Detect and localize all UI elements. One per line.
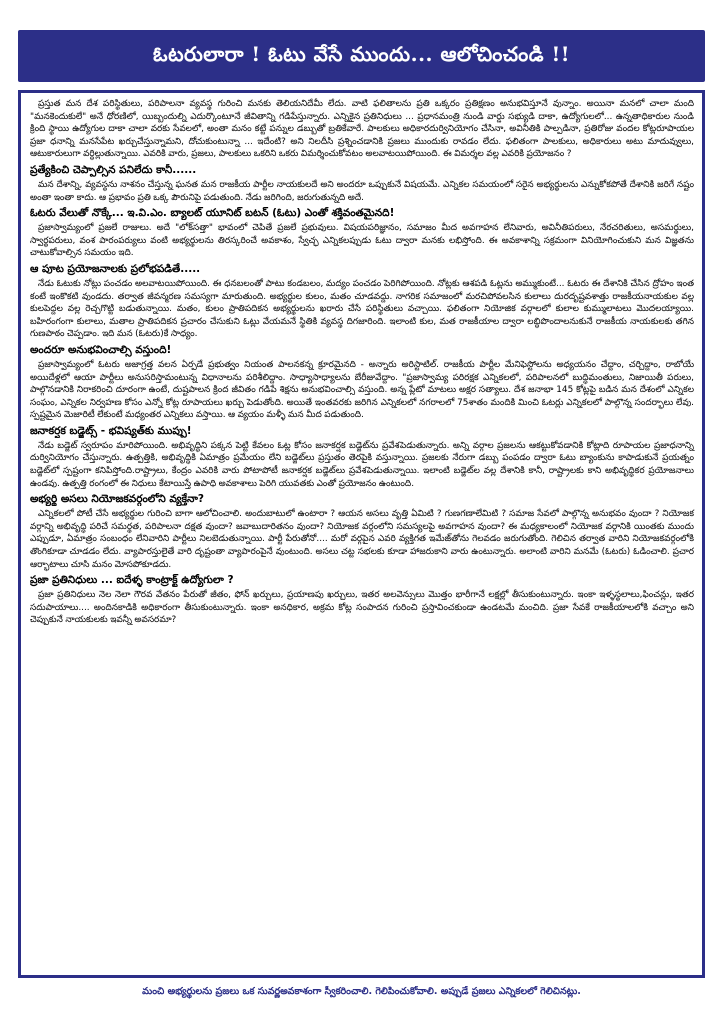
section-heading: ప్రజా ప్రతినిధులు ... ఐదేళ్ళ కాంట్రాక్ట్ ఉద్యోగులా ? [30,574,234,587]
section-heading: ఆ పూట ప్రయోజనాలకు ప్రలోభపడితే..... [30,262,201,275]
content-frame [18,90,705,978]
section-heading: అందరూ అనుభవించాల్సి వస్తుంది! [30,343,172,356]
section-paragraph: నేడు బడ్జెట్ స్వరూపం మారిపోయింది. అభివృద్ధిని పక్కన పెట్టి కేవలం ఓట్ల కోసం జనాకర్షక బడ్జెట్‌ను ప్రవేశపెడుతున్నారు. అన్ని వర్గాల ప్రజలను ఆకట్టుకోవడానికి కోట్లాది రూపాయల ప్రజాధనాన్ని దుర్వినియోగం చేస్తున్నారు. ఉత్పత్తికి, అభివృద్ధికి ఏమాత్రం ప్రమేయం లేని బడ్జెట్‌లు ప్రస్తుతం తెరపైకి వస్తున్నాయి. ప్రజలకు నేరుగా డబ్బు పంపడం ద్వారా ఓటు బ్యాంకును కాపాడుకునే ప్రయత్నం బడ్జెట్‌లో స్పష్టంగా కనిపిస్తోంది.రాష్ట్రాలు, కేంద్రం ఎవరికి వారు పోటాపోటీ జనాకర్షక బడ్జెట్‌లు ప్రవేశపెడుతున్నాయి. ఇలాంటి బడ్జెట్‌ల వల్ల దేశానికి కానీ, రాష్ట్రాలకు కాని అభివృద్ధికర ప్రయోజనాలు ఉండవు. ఉత్పత్తి రంగంలో ఈ నిధులు కేటాయిస్తే ఉపాధి అవకాశాలు పెరిగి యువతకు ఎంతో ప్రయోజనం ఉంటుంది. [30,440,694,489]
section-heading: ఓటరు వేలుతో నొక్కే... ఇ.వి.ఎం. బ్యాలట్ యూనిట్ బటన్ (ఓటు) ఎంతో శక్తివంతమైనది! [30,207,395,220]
section-paragraph: ఎన్నికలలో పోటీ చేసే అభ్యర్థుల గురించి బాగా ఆలోచించాలి. అందుబాటులో ఉంటారా ? ఆయన అసలు వృత్తి ఏమిటి ? గుణగణాలేమిటి ? సమాజ సేవలో పాల్గొన్న అనుభవం వుందా ? నియోజక వర్గాన్ని అభివృద్ధి పరిచే సమర్థత, పరిపాలనా దక్షత వుందా? జవాబుదారితనం వుందా? నియోజక వర్గంలోని సమస్యలపై అవగాహన వుందా? ఈ మధ్యకాలంలో నియోజక వర్గానికి యింతకు ముందు ఎప్పుడూ, ఏమాత్రం సంబంధం లేనివారిని పార్టీలు నిలబెడుతున్నాయి. పార్టీ పేరుతోనో.... మరో వర్గపైన ఎవరి వ్యక్తిగత ఇమేజ్‌తోను గెలవడం జరుగుతోంది. గెలిచిన తర్వాత వారిని నియోజకవర్గంలోకి తొంగికూడా చూడడం లేదు. వ్యాపారస్తులైతే వారి దృష్టంతా వ్యాపారంపైనే వుంటుంది. అసలు చట్ట సభలకు కూడా హాజరుకాని వారు ఉంటున్నారు. అలాంటి వారిని మనమే (ఓటరు) ఓడించాలి. ప్రచార ఆర్భాటాలు చూసి మనం మోసపోకూడదు. [30,509,694,570]
intro-paragraph: ప్రస్తుత మన దేశ పరిస్థితులు, పరిపాలనా వ్యవస్థ గురించి మనకు తెలియనిదేమీ లేదు. వాటి ఫలితాలను ప్రతి ఒక్కరం ప్రతిక్షణం అనుభవిస్తూనే వున్నాం. అయినా మనలో చాలా మంది "మనకెందుకులే" అనే ధోరణిలో, యిబ్బందుల్ని ఎదుర్కొంటూనే జీవితాన్ని గడిపేస్తున్నారు. ఎన్నికైన ప్రతినిధులు ... ప్రధానమంత్రి నుండి వార్డు సభ్యుడి దాకా, ఉద్యోగులలో... ఉన్నతాధికారుల నుండి క్రింది స్థాయి ఉద్యోగుల దాకా చాలా వరకు సేవలలో, అంతా మనం కట్టే పన్నుల డబ్బుతో బ్రతికేవారే. పాలకులు అధికారదుర్వినియోగం చేసినా, అవినీతికి పాల్పడినా, ప్రతిరోజు వందల కోట్లరూపాయల ప్రజా ధనాన్ని మనసేపేట ఖర్చుచేస్తున్నామని, దోచుకుంటున్నా ... ఇదేంటి? అని నిలదీసి ప్రశ్నించడానికి ప్రజలు ముందుకు రావడం లేదు. ఫలితంగా పాలకులు, అధికారులు అటు మాదువ్వులు, ఆటుకారులుగా వర్ధిల్లుతున్నాయి. ఎవరికి వారు, ప్రజలు, పాలకులు ఒకరిని ఒకరు విమర్శించుకోవటం అలవాటయిపోయింది. ఈ విమర్శల వల్ల ఎవరికి ప్రయోజనం ? [30,99,694,160]
section-heading: జనాకర్షక బడ్జెట్స్ - భవిష్యత్‌కు ముప్పు! [30,424,192,437]
footer-note: మంచి అభ్యర్థులను ప్రజలు ఒక సువర్ణఅవకాశంగా స్వీకరించాలి. గెలిపించుకోవాలి. అప్పుడే ప్రజలు ఎన్నికలలో గెలిచినట్లు. [142,986,581,997]
section-paragraph: ప్రజా ప్రతినిధులు నెల నెలా గౌరవ వేతనం పేరుతో జీతం, ఫోన్ ఖర్చులు, ప్రయాణపు ఖర్చులు, ఇతర అలవెన్సులు మొత్తం భారీగానే లక్షల్లో తీసుకుంటున్నారు. ఇంకా ఇళ్ళస్థలాలు,ఫించన్లు, ఇతర సదుపాయాలు.... అందినకాడికి అధికారంగా తీసుకుంటున్నారు. ఇంకా అనధికార, అక్రమ కోట్ల సంపాదన గురించి ప్రస్తావించకుండా ఉండటమే మంచిది. ప్రజా సేవకే రాజకీయాలలోకి వచ్చాం అని చెప్పుకునే నాయకులకు ఇవన్నీ అవసరమా? [30,590,694,626]
section-paragraph: ప్రజాస్వామ్యంలో ప్రజలే రాజులు. అదే "లోక్‌సత్తా" భావంలో చెపితే ప్రజలే ప్రభువులు. విషయపరిజ్ఞానం, సమాజం మీద అవగాహన లేనివారు, అవినీతిపరులు, నేరచరితులు, అసమర్థులు, స్వార్థపరులు, వంశ పారంపర్యులు వంటి అభ్యర్థులను తిరస్కరించే అవకాశం, స్వేచ్ఛ ఎన్నికలప్పుడు ఓటు ద్వారా మనకు లభిస్తోంది. ఈ అవకాశాన్ని సక్రమంగా వినియోగించుకుని మన విజ్ఞతను చాటుకోవాల్సిన సమయం ఇది. [30,223,694,259]
section-paragraph: ప్రజాస్వామ్యంలో ఓటరు అజాగ్రత్త వలన ఏర్పడే ప్రభుత్వం నియంత పాలనకన్న క్రూరమైనది - అన్నారు అరిస్టాటిల్. రాజకీయ పార్టీల మేనిఫెస్టోలను అధ్యయనం చేద్దాం, చర్చిద్దాం, రాబోయే అయిదేళ్లలో ఆయా పార్టీలు అనుసరిస్తామంటున్న విధానాలను పరిశీలిద్దాం. సాధ్యాసాధ్యాలను బేరీజువేద్దాం. "ప్రజాస్వామ్య పరిరక్షక ఎన్నికలలో, పరిపాలనలో బుద్ధిమంతులు, నిజాయితీ పరులు, పాల్గొనడానికి నిరాకరించి దూరంగా ఉంటే, దుష్టపాలన క్రింద జీవితం గడిపే శిక్షను అనుభవించాల్సి వస్తుంది. అన్న ప్లేటో మాటలు అక్షర సత్యాలు. దేశ జనాభా 145 కోట్లపై బడిన మన దేశంలో ఎన్నికల సంఘం, ఎన్నికల నిర్వహణ కోసం ఎన్నో కోట్ల రూపాయలు ఖర్చు పెడుతోంది. అయితే ఇంతవరకు జరిగిన ఎన్నికలలో నగరాలలో 75శాతం మందికి మించి ఓటర్లు ఎన్నికలలో పాల్గొన్న సందర్భాలు లేవు. స్పష్టమైన మెజారిటీ లేకుంటే మధ్యంతర ఎన్నికలు వస్తాయి. ఆ వ్యయం మళ్ళీ మన మీద పడుతుంది. [30,359,694,421]
section-heading: ప్రత్యేకించి చెప్పాల్సిన పనిలేదు కానీ...... [30,163,197,176]
page-title: ఓటరులారా ! ఓటు వేసే ముందు... ఆలోచించండి !! [18,30,705,82]
section-paragraph: మన దేశాన్ని, వ్యవస్థను నాశనం చేస్తున్న ఘనత మన రాజకీయ పార్టీల నాయకులదే అని అందరూ ఒప్పుకునే విషయమే. ఎన్నికల సమయంలో సరైన అభ్యర్థులను ఎన్నుకోకపోతే దేశానికి జరిగే నష్టం అంతా ఇంతా కాదు. ఆ ప్రభావం ప్రతి ఒక్క పౌరునిపై పడుతుంది. నేడు జరిగింది, జరుగుతున్నది అదే. [30,179,694,203]
section-paragraph: నేడు ఓటుకు నోట్లు పంచడం అలవాటయిపోయింది. ఈ ధనబలంతో పాటు కండబలం, మద్యం పంచడం పెరిగిపోయింది. నోట్లకు ఆశపడి ఓట్లను అమ్ముకుంటే... ఓటరు ఈ దేశానికి చేసిన ద్రోహం ఇంత కంటే ఇంకొకటి వుండదు. తర్వాత జీవన్మరణ సమస్యగా మారుతుంది. అభ్యర్థుల కులం, మతం చూడవద్దు. నాగరిక సమాజంలో మరచిపోవలసిన కులాలు దురదృష్టవశాత్తు రాజకీయనాయకుల వల్ల కులపెద్దల వల్ల రెచ్చగొట్టి బడుతున్నాయి. మతం, కులం ప్రాతిపదికన అభ్యర్థులను ఖరారు చేసే పరిస్థితులు వచ్చాయి. ఫలితంగా నియోజిక వర్గాలలో కులాల కుమ్ములాటలు మొదలయ్యాయి. బహిరంగంగా కులాలు, మతాల ప్రాతిపదికన ప్రచారం చేసుకుని ఓట్లు వేయమనే స్థితికి వ్యవస్థ దిగజారింది. ఇలాంటి కుల, మత రాజకీయాల ద్వారా లబ్ధిపొందాలనుకునే రాజకీయ నాయకులకు తగిన గుణపాఠం చెప్పడాం. ఇది మన (ఓటరు)కే సాధ్యం. [30,278,694,340]
section-heading: అభ్యర్థి అసలు నియోజకవర్గంలోని వ్యక్తేనా? [30,493,204,506]
